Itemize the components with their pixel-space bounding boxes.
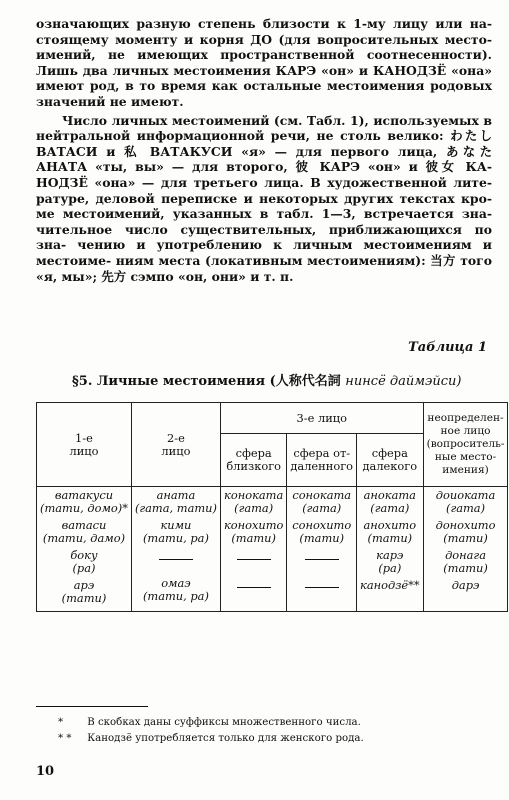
line: Лишь два личных местоимения КАРЭ «он» и КАНОДЗЁ «она» — [36, 62, 492, 78]
line: НОДЗЁ «она» — для третьего лица. В художественной лите- — [36, 174, 492, 190]
section-kanji: (人称代名詞 — [269, 374, 341, 389]
column-second-person: аната (гата, тати) кими (тати, ра) омаэ (тати, ра) — [131, 487, 220, 612]
line: имеют род, в то время как остальные местоимения родовых — [36, 78, 492, 94]
footnote — [58, 731, 364, 747]
column-indefinite: доиоката (гата) донохито (тати) донага (тати) дарэ — [423, 487, 508, 612]
section-title: Личные местоимения — [96, 374, 266, 389]
footnote-text: В скобках даны суффиксы множественного числа. — [87, 717, 361, 728]
line: АНАТА «ты, вы» — для второго, 彼 КАРЭ «он» и 彼女 КА- — [36, 159, 492, 175]
header-first-person: 1-е лицо — [37, 403, 132, 487]
empty-dash — [237, 587, 271, 588]
empty-dash — [305, 559, 339, 560]
header-near-sphere: сфера близкого — [220, 434, 286, 487]
footnote — [58, 715, 364, 731]
section-reading: нинсё даймэйси) — [345, 374, 462, 389]
line: ме местоимений, указанных в табл. 1—3, встречается зна- — [36, 206, 492, 222]
line: имений, не имеющих пространственной соотнесенности). — [36, 47, 492, 63]
header-medial-sphere: сфера от- даленного — [287, 434, 357, 487]
column-first-person: ватакуси (тати, домо)* ватаси (тати, дамо) боку (ра) арэ (тати) — [37, 487, 132, 612]
paragraph-main — [36, 113, 492, 285]
table-caption: Таблица 1 — [408, 340, 487, 355]
line: значений не имеют. — [36, 93, 184, 109]
footnote-mark: * — [58, 717, 64, 728]
paragraph-top — [36, 16, 492, 110]
footnote-text: Канодзё употребляется только для женского рода. — [87, 733, 364, 744]
section-number: §5. — [72, 374, 93, 389]
column-far-sphere: аноката (гата) анохито (тати) карэ (ра) канодзё** — [357, 487, 424, 612]
page-number: 10 — [36, 764, 55, 779]
column-medial-sphere: соноката (гата) сонохито (тати) — [287, 487, 357, 612]
body-text — [36, 16, 492, 284]
line: 先方 сэмпо «он, они» и т. п. — [101, 268, 294, 284]
line: ВАТАСИ и 私 ВАТАКУСИ «я» — для первого лица, あなた — [36, 143, 492, 159]
column-near-sphere: коноката (гата) конохито (тати) — [220, 487, 286, 612]
line: стоящему моменту и корня ДО (для вопросительных место- — [36, 31, 492, 47]
empty-dash — [237, 559, 271, 560]
line: означающих разную степень близости к 1-му лицу или на- — [36, 16, 492, 31]
footnotes — [58, 715, 364, 747]
empty-dash — [159, 559, 193, 560]
line: ниям места (локативным местоимениям): 当方 того «я, мы»; — [36, 252, 492, 284]
line: Число личных местоимений (см. Табл. 1), используемых — [62, 112, 479, 128]
footnote-mark: * * — [58, 733, 72, 744]
line: в нейтральной информационной речи, не столь велико: わたし — [36, 112, 492, 144]
empty-dash — [305, 587, 339, 588]
header-indefinite: неопределен- ное лицо (вопроситель- ные место- имения) — [423, 403, 508, 487]
footnote-rule — [36, 706, 148, 707]
line: чительное число существительных, приближающихся по зна- — [36, 221, 492, 253]
header-second-person: 2-е лицо — [131, 403, 220, 487]
line: ратуре, деловой переписке и некоторых других текстах кро- — [36, 190, 492, 206]
header-third-person: 3-е лицо — [220, 403, 423, 434]
section-heading — [72, 370, 492, 389]
header-far-sphere: сфера далекого — [357, 434, 424, 487]
pronoun-table — [36, 402, 508, 612]
line: чению и употреблению к личным местоимениям и местоиме- — [36, 237, 492, 268]
